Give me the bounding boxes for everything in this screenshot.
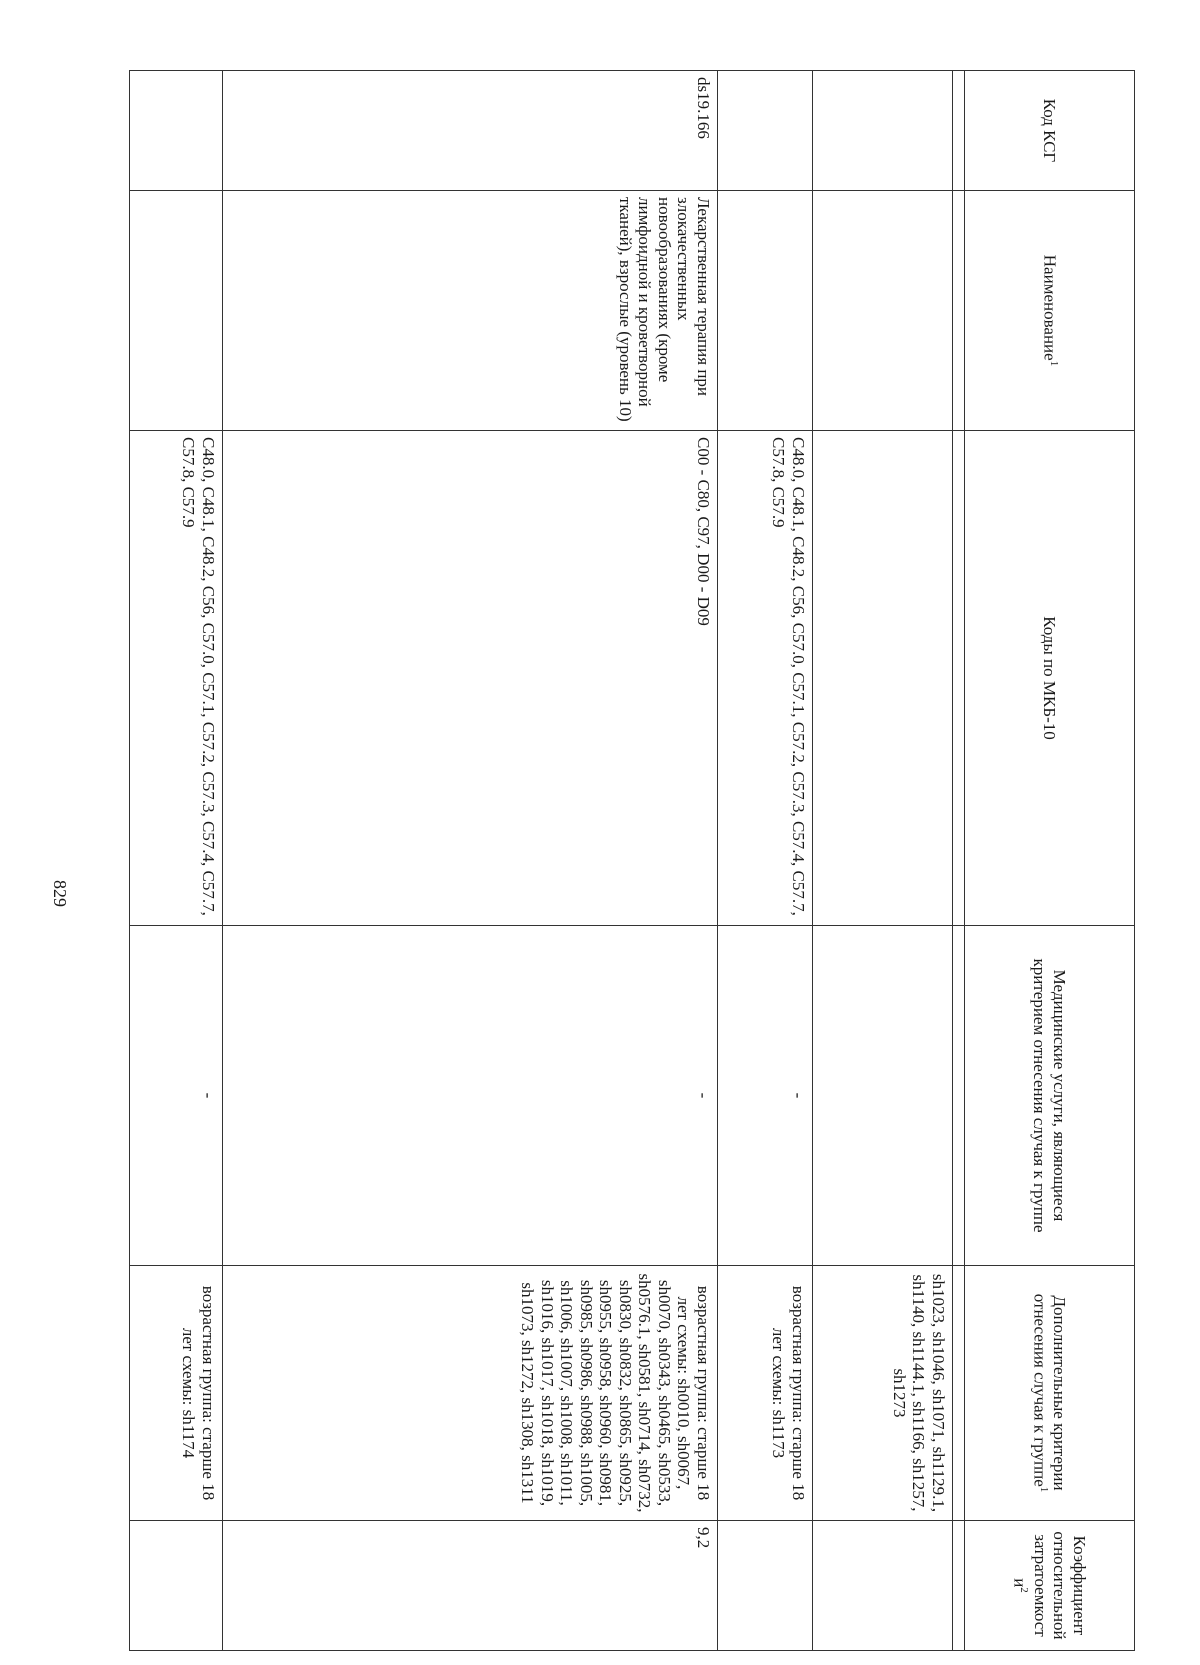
table-row — [223, 71, 718, 1651]
cell-name — [813, 191, 953, 431]
header-code: Код КСГ — [965, 71, 1135, 191]
header-extra: Дополнительные критерии отнесения случая к группе$^1$ — [965, 1266, 1135, 1521]
cell-name: Лекарственная терапия при злокачественных новообразованиях (кроме лимфоидной и кроветворной тканей), взрослые (уровень 10) — [223, 191, 718, 431]
cell-icd — [813, 431, 953, 926]
cell-icd: C00 - C80, C97, D00 - D09 — [223, 431, 718, 926]
cell-services — [813, 926, 953, 1266]
spacer-row — [953, 71, 965, 1651]
header-icd: Коды по МКБ-10 — [965, 431, 1135, 926]
cell-code — [718, 71, 813, 191]
cell-code — [813, 71, 953, 191]
header-coef: Коэффициент относительной затратоемкост $и^2$ — [965, 1521, 1135, 1651]
rotated-page — [130, 70, 1200, 1650]
cell-extra: возрастная группа: старше 18 лет схемы: sh0010, sh0067, sh0070, sh0343, sh0465, sh0533, sh0576.1, sh0581, sh0714, sh0732, sh0830, sh0832, sh0865, sh0925, sh0955, sh0958, sh0960, sh0981, sh0985, sh0986, sh0988, sh1005, sh1006, sh1007, sh1008, sh1011, sh1016, sh1017, sh1018, sh1019, sh1073, sh1272, sh1308, sh1311 — [223, 1266, 718, 1521]
cell-extra: возрастная группа: старше 18 лет схемы: sh1173 — [718, 1266, 813, 1521]
cell-code: ds19.166 — [223, 71, 718, 191]
cell-coef — [718, 1521, 813, 1651]
cell-coef — [130, 1521, 223, 1651]
cell-icd: C48.0, C48.1, C48.2, C56, C57.0, C57.1, C57.2, C57.3, C57.4, C57.7, C57.8, C57.9 — [718, 431, 813, 926]
cell-name — [130, 191, 223, 431]
cell-extra: sh1023, sh1046, sh1071, sh1129.1, sh1140, sh1144.1, sh1166, sh1257, sh1273 — [813, 1266, 953, 1521]
cell-name — [718, 191, 813, 431]
table-row — [813, 71, 953, 1651]
cell-extra: возрастная группа: старше 18 лет схемы: sh1174 — [130, 1266, 223, 1521]
header-services: Медицинские услуги, являющиеся критерием отнесения случая к группе — [965, 926, 1135, 1266]
header-row — [965, 71, 1135, 1651]
ksg-table — [129, 70, 1135, 1651]
cell-services: - — [718, 926, 813, 1266]
table-row — [130, 71, 223, 1651]
header-name: Наименование$^1$ — [965, 191, 1135, 431]
cell-services: - — [223, 926, 718, 1266]
table-row — [718, 71, 813, 1651]
cell-services: - — [130, 926, 223, 1266]
cell-icd: C48.0, C48.1, C48.2, C56, C57.0, C57.1, C57.2, C57.3, C57.4, C57.7, C57.8, C57.9 — [130, 431, 223, 926]
cell-code — [130, 71, 223, 191]
cell-coef: 9,2 — [223, 1521, 718, 1651]
cell-coef — [813, 1521, 953, 1651]
page-number: 829 — [50, 880, 70, 907]
